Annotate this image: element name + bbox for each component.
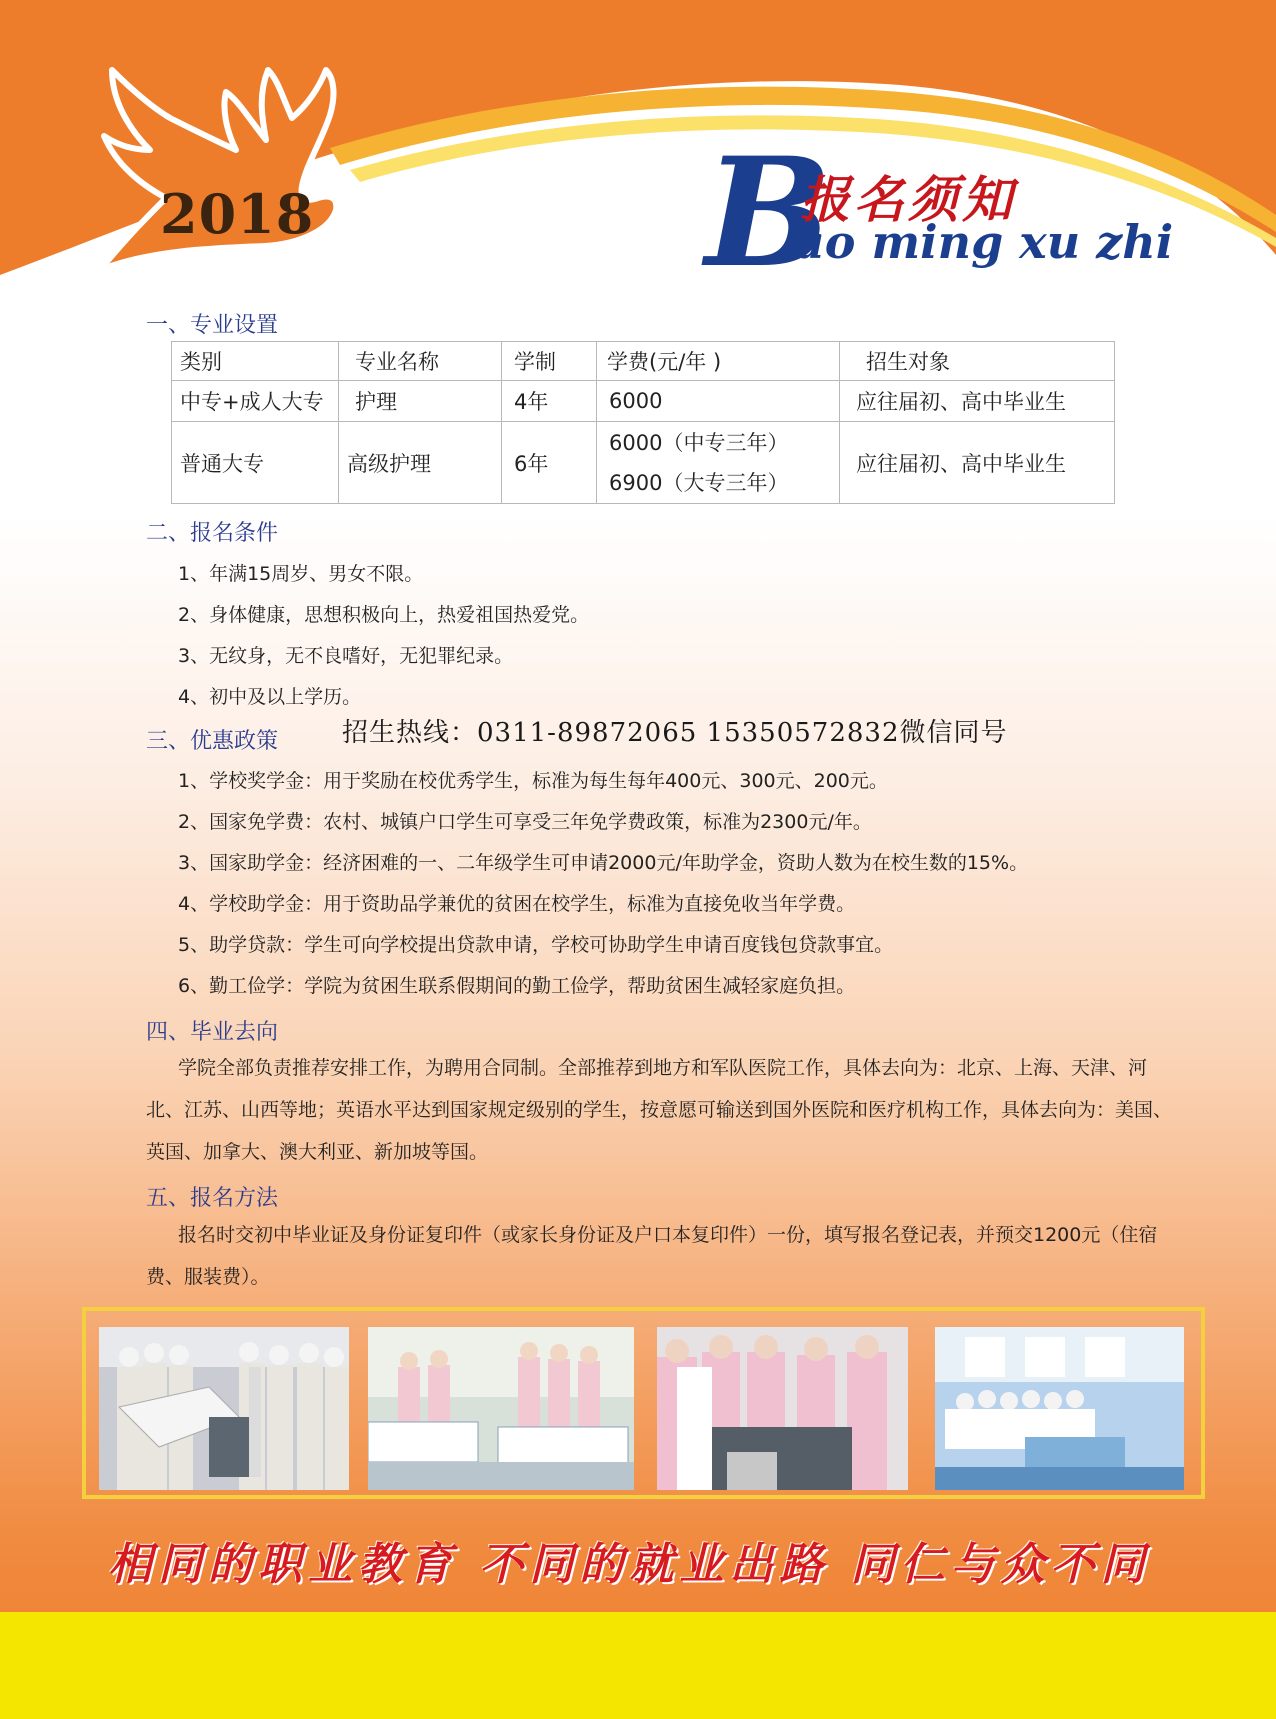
section-heading-majors: 一、专业设置 — [146, 313, 279, 338]
table-cell: 高级护理 — [339, 422, 502, 504]
majors-table — [171, 341, 1115, 504]
list-item: 5、助学贷款：学生可向学校提出贷款申请，学校可协助学生申请百度钱包贷款事宜。 — [178, 934, 894, 956]
photo-nurse-demo — [657, 1327, 908, 1490]
list-item: 2、国家免学费：农村、城镇户口学生可享受三年免学费政策，标准为2300元/年。 — [178, 811, 872, 833]
table-cell — [597, 422, 840, 504]
photo-classroom — [935, 1327, 1184, 1490]
list-item: 6、勤工俭学：学院为贫困生联系假期间的勤工俭学，帮助贫困生减轻家庭负担。 — [178, 975, 856, 997]
fee-line: 6000（中专三年） — [609, 430, 789, 455]
list-item: 4、初中及以上学历。 — [178, 686, 362, 708]
table-cell: 6年 — [502, 422, 597, 504]
table-cell: 应往届初、高中毕业生 — [840, 422, 1115, 504]
photo-bed-practice — [368, 1327, 634, 1490]
slogan: 相同的职业教育 不同的就业出路 同仁与众不同 — [108, 1539, 1151, 1590]
table-cell: 应往届初、高中毕业生 — [840, 381, 1115, 422]
photo-dental-training — [99, 1327, 349, 1490]
table-cell: 普通大专 — [172, 422, 339, 504]
list-item: 3、无纹身，无不良嗜好，无犯罪纪录。 — [178, 645, 514, 667]
bottom-band — [0, 1612, 1276, 1719]
table-header-cell: 类别 — [172, 342, 339, 381]
section-heading-policies: 三、优惠政策 — [146, 729, 279, 754]
table-header-cell: 学制 — [502, 342, 597, 381]
page-title: 报名须知 — [800, 170, 1016, 229]
title-pinyin: ao ming xu zhi — [795, 215, 1174, 269]
table-header-row — [172, 342, 1115, 381]
enroll-text: 报名时交初中毕业证及身份证复印件（或家长身份证及户口本复印件）一份，填写报名登记表，并预交1200元（住宿费、服装费）。 — [146, 1224, 1158, 1288]
list-item: 3、国家助学金：经济困难的一、二年级学生可申请2000元/年助学金，资助人数为在校生数的15%。 — [178, 852, 1029, 874]
table-cell: 6000 — [597, 381, 840, 422]
table-row — [172, 422, 1115, 504]
hotline-text: 招生热线：0311-89872065 15350572832微信同号 — [342, 718, 1008, 748]
year-label: 2018 — [160, 182, 315, 246]
table-header-cell: 专业名称 — [339, 342, 502, 381]
list-item: 1、学校奖学金：用于奖励在校优秀学生，标准为每生每年400元、300元、200元。 — [178, 770, 888, 792]
table-cell: 中专+成人大专 — [172, 381, 339, 422]
section-heading-enroll: 五、报名方法 — [146, 1186, 279, 1211]
table-row — [172, 381, 1115, 422]
section-heading-conditions: 二、报名条件 — [146, 521, 279, 546]
employment-text: 学院全部负责推荐安排工作，为聘用合同制。全部推荐到地方和军队医院工作，具体去向为：北京、上海、天津、河北、江苏、山西等地；英语水平达到国家规定级别的学生，按意愿可输送到国外医院和医疗机构工作，具体去向为：美国、英国、加拿大、澳大利亚、新加坡等国。 — [146, 1057, 1173, 1163]
list-item: 1、年满15周岁、男女不限。 — [178, 563, 424, 585]
table-header-cell: 招生对象 — [840, 342, 1115, 381]
table-cell: 4年 — [502, 381, 597, 422]
table-header-cell: 学费(元/年 ) — [597, 342, 840, 381]
section-heading-employment: 四、毕业去向 — [146, 1020, 279, 1045]
fee-line: 6900（大专三年） — [609, 470, 789, 495]
title-initial: B — [705, 125, 832, 301]
list-item: 4、学校助学金：用于资助品学兼优的贫困在校学生，标准为直接免收当年学费。 — [178, 893, 856, 915]
table-cell: 护理 — [339, 381, 502, 422]
list-item: 2、身体健康，思想积极向上，热爱祖国热爱党。 — [178, 604, 590, 626]
